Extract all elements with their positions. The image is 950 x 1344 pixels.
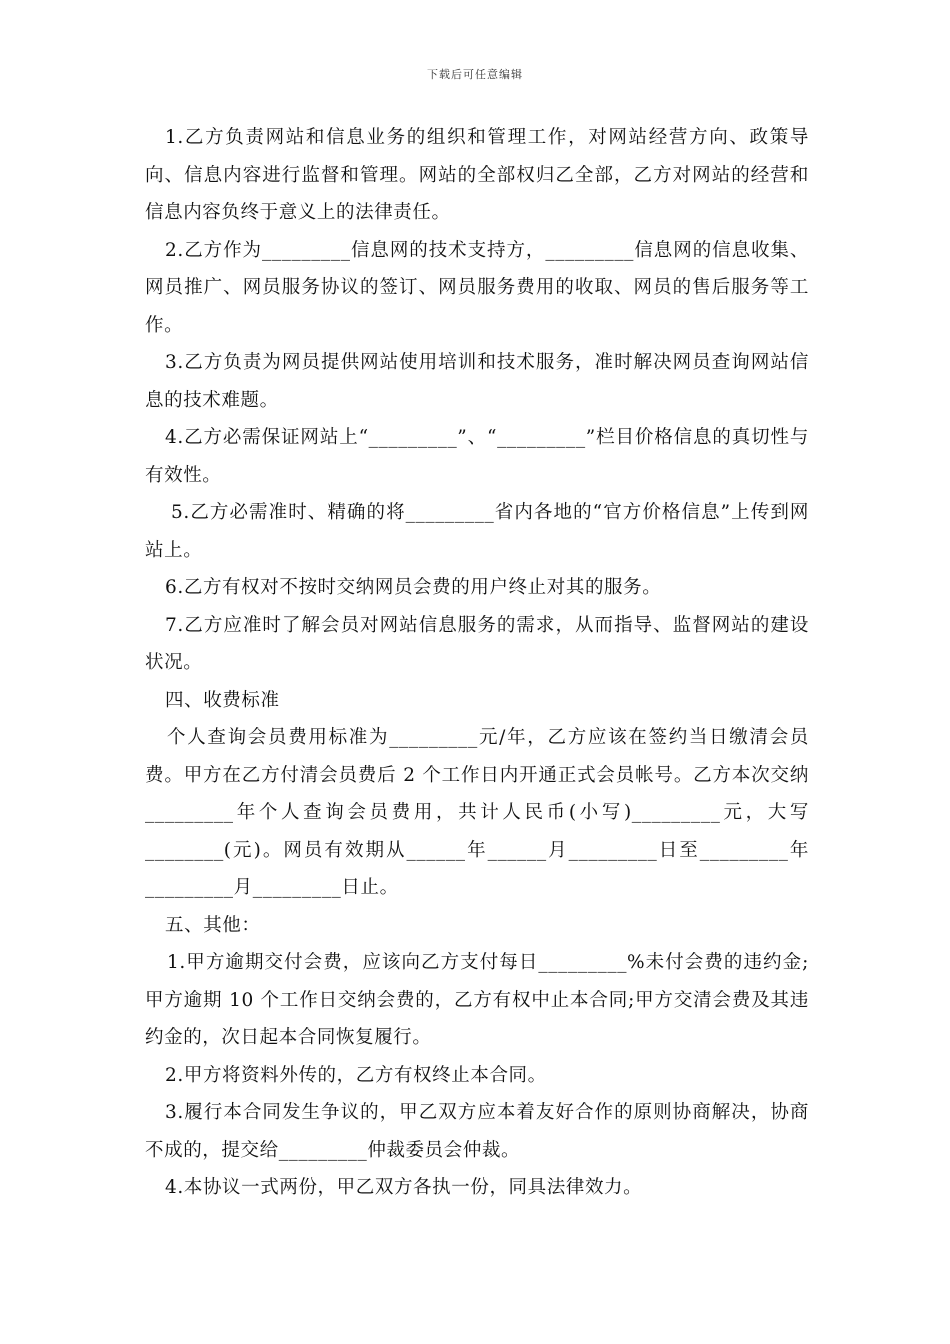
clause-b2: 2.乙方作为_________信息网的技术支持方，_________信息网的信息收集、网员推广、网员服务协议的签订、网员服务费用的收取、网员的售后服务等工作。 xyxy=(145,239,809,336)
clause-c4: 4.本协议一式两份，甲乙双方各执一份，同具法律效力。 xyxy=(165,1177,643,1198)
clause-b1: 1.乙方负责网站和信息业务的组织和管理工作，对网站经营方向、政策导向、信息内容进行监督和管理。网站的全部权归乙全部，乙方对网站的经营和信息内容负终于意义上的法律责任。 xyxy=(145,127,809,223)
section-heading-fees: 四、收费标准 xyxy=(165,689,280,711)
clause-b6: 6.乙方有权对不按时交纳网员会费的用户终止对其的服务。 xyxy=(165,577,662,598)
clause-b5: 5.乙方必需准时、精确的将_________省内各地的“官方价格信息”上传到网站上。 xyxy=(145,502,809,561)
page-header: 下载后可任意编辑 xyxy=(427,68,523,81)
clause-c2: 2.甲方将资料外传的，乙方有权终止本合同。 xyxy=(165,1064,547,1086)
fee-standard-paragraph: 个人查询会员费用标准为_________元/年，乙方应该在签约当日缴清会员费。甲方在乙方付清会员费后 2 个工作日内开通正式会员帐号。乙方本次交纳_________年个人查询会员费用，共计人民币(小写)_________元，大写________(元)。网员有效期从______年______月_________日至_________年_________月_________日止。 xyxy=(145,727,809,898)
document-body xyxy=(145,119,809,1207)
clause-c1: 1.甲方逾期交付会费，应该向乙方支付每日_________%未付会费的违约金;甲方逾期 10 个工作日交纳会费的，乙方有权中止本合同;甲方交清会费及其违约金的，次日起本合同恢复履行。 xyxy=(145,952,809,1048)
section-heading-other: 五、其他： xyxy=(165,914,261,936)
clause-c3: 3.履行本合同发生争议的，甲乙双方应本着友好合作的原则协商解决，协商不成的，提交给_________仲裁委员会仲裁。 xyxy=(145,1102,809,1161)
clause-b7: 7.乙方应准时了解会员对网站信息服务的需求，从而指导、监督网站的建设状况。 xyxy=(145,614,809,673)
clause-b3: 3.乙方负责为网员提供网站使用培训和技术服务，准时解决网员查询网站信息的技术难题。 xyxy=(145,352,809,411)
clause-b4: 4.乙方必需保证网站上“_________”、“_________”栏目价格信息的真切性与有效性。 xyxy=(145,427,809,486)
